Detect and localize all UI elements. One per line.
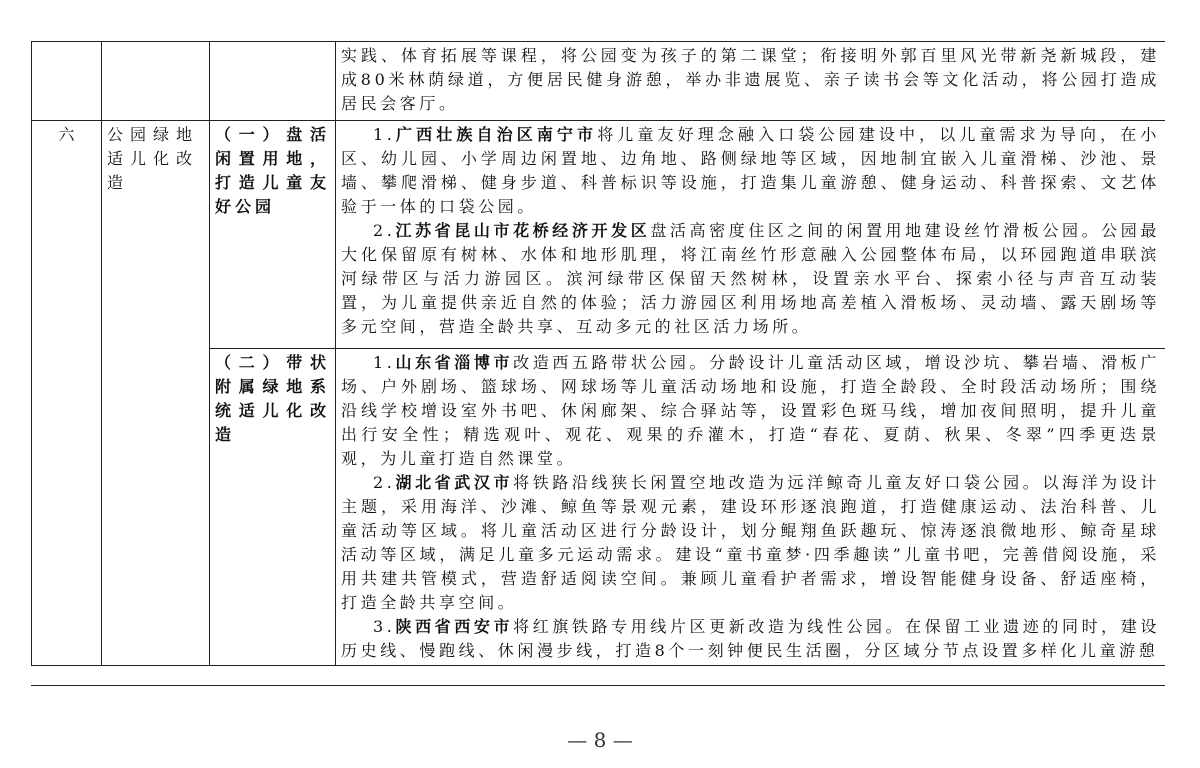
case-paragraph (341, 615, 1160, 663)
case-place: 广西壮族自治区南宁市 (395, 125, 598, 144)
section-category: 公园绿地适儿化改造 (102, 121, 210, 666)
table-row (32, 42, 1166, 121)
cases-table (31, 41, 1165, 666)
case-place: 山东省淄博市 (395, 353, 514, 372)
subsection-title: （一）盘活闲置用地，打造儿童友好公园 (210, 121, 336, 349)
case-number: 3. (373, 617, 396, 636)
case-paragraph (341, 219, 1160, 339)
case-text: 盘活高密度住区之间的闲置用地建设丝竹滑板公园。公园最大化保留原有树林、水体和地形肌理，将江南丝竹形意融入公园整体布局，以环园跑道串联滨河绿带区与活力游园区。滨河绿带区保留天然树林，设置亲水平台、探索小径与声音互动装置，为儿童提供亲近自然的体验；活力游园区利用场地高差植入滑板场、灵动墙、露天剧场等多元空间，营造全龄共享、互动多元的社区活力场所。 (341, 221, 1160, 336)
page-number: — 8 — (567, 728, 633, 752)
empty-cell (102, 42, 210, 121)
document-table-container (31, 41, 1165, 686)
case-cell (336, 121, 1166, 349)
case-text: 改造西五路带状公园。分龄设计儿童活动区域，增设沙坑、攀岩墙、滑板广场、户外剧场、篮球场、网球场等儿童活动场地和设施，打造全龄段、全时段活动场所；围绕沿线学校增设室外书吧、休闲廊架、综合驿站等，设置彩色斑马线，增加夜间照明，提升儿童出行安全性；精选观叶、观花、观果的乔灌木，打造“春花、夏荫、秋果、冬翠”四季更迭景观，为儿童打造自然课堂。 (341, 353, 1160, 468)
empty-cell (210, 42, 336, 121)
case-place: 湖北省武汉市 (395, 473, 514, 492)
case-paragraph (341, 351, 1160, 471)
case-text: 将儿童友好理念融入口袋公园建设中，以儿童需求为导向，在小区、幼儿园、小学周边闲置地、边角地、路侧绿地等区域，因地制宜嵌入儿童滑梯、沙池、景墙、攀爬滑梯、健身步道、科普标识等设施，打造集儿童游憩、健身运动、科普探索、文艺体验于一体的口袋公园。 (341, 125, 1160, 216)
section-number: 六 (32, 121, 102, 666)
case-paragraph (341, 123, 1160, 219)
continuation-paragraph: 实践、体育拓展等课程，将公园变为孩子的第二课堂；衔接明外郭百里风光带新尧新城段，建成80米林荫绿道，方便居民健身游憩，举办非遗展览、亲子读书会等文化活动，将公园打造成居民会客厅。 (341, 46, 1160, 113)
case-text: 将红旗铁路专用线片区更新改造为线性公园。在保留工业遗迹的同时，建设历史线、慢跑线、休闲漫步线，打造8个一刻钟便民生活圈，分区域分节点设置多样化儿童游憩 (341, 617, 1160, 660)
case-cell (336, 349, 1166, 666)
case-cell (336, 42, 1166, 121)
case-number: 2. (373, 221, 396, 240)
case-number: 1. (373, 125, 396, 144)
subsection-title: （二）带状附属绿地系统适儿化改造 (210, 349, 336, 666)
empty-cell (32, 42, 102, 121)
case-number: 2. (373, 473, 396, 492)
case-paragraph (341, 471, 1160, 615)
case-place: 江苏省昆山市花桥经济开发区 (395, 221, 651, 240)
case-place: 陕西省西安市 (395, 617, 514, 636)
case-number: 1. (373, 353, 396, 372)
table-row (32, 121, 1166, 349)
case-text: 将铁路沿线狭长闲置空地改造为远洋鲸奇儿童友好口袋公园。以海洋为设计主题，采用海洋、沙滩、鲸鱼等景观元素，建设环形逐浪跑道，打造健康运动、法治科普、儿童活动等区域。将儿童活动区进行分龄设计，划分鲲翔鱼跃趣玩、惊涛逐浪微地形、鲸奇星球活动等区域，满足儿童多元运动需求。建设“童书童梦·四季趣读”儿童书吧，完善借阅设施，采用共建共管模式，营造舒适阅读空间。兼顾儿童看护者需求，增设智能健身设备、舒适座椅，打造全龄共享空间。 (341, 473, 1160, 612)
